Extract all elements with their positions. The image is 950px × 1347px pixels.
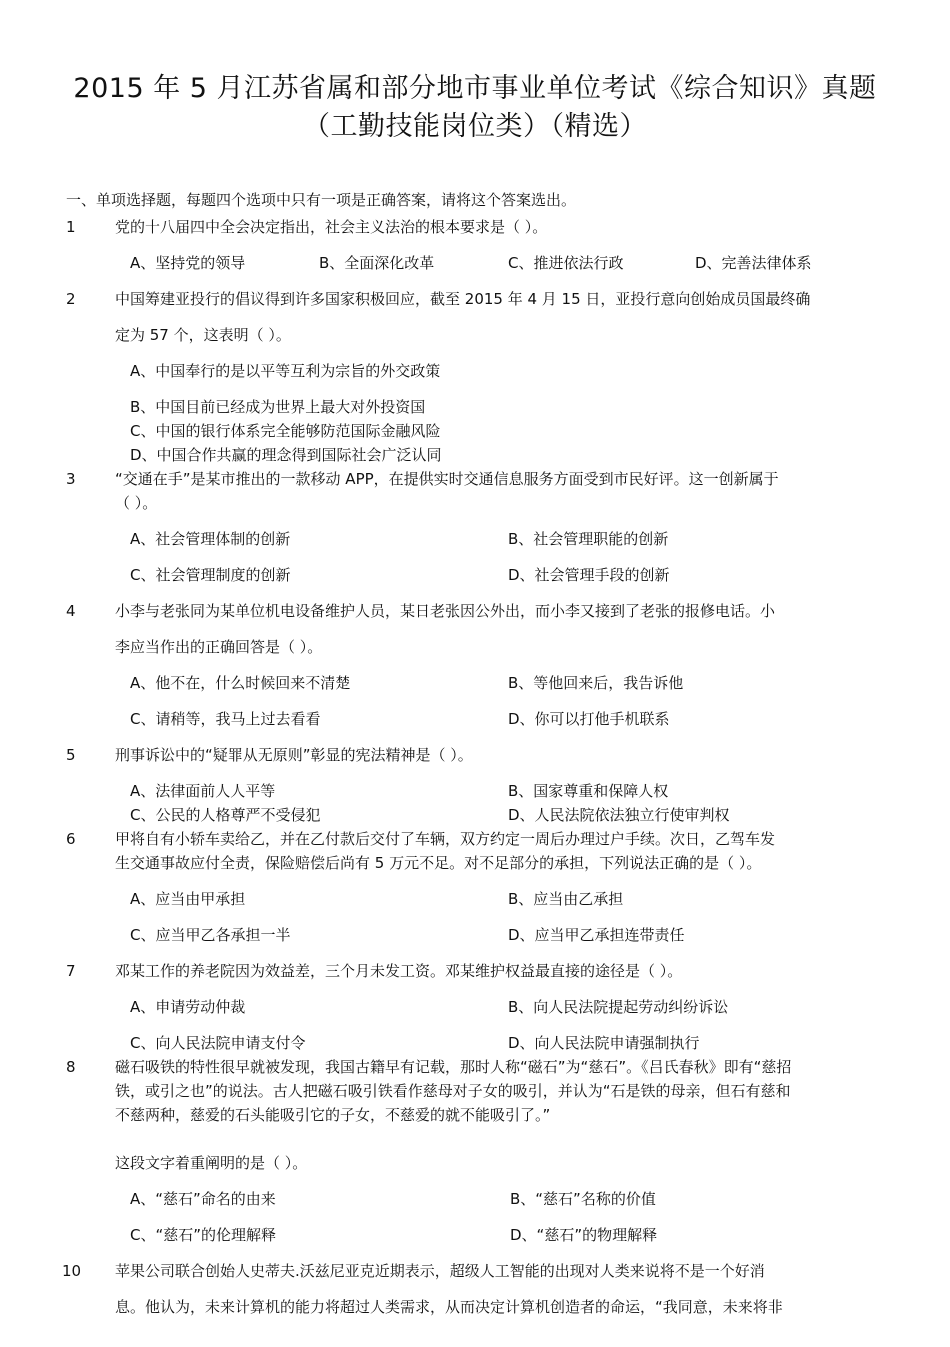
question-option: D、中国合作共赢的理念得到国际社会广泛认同 (130, 446, 442, 464)
question-stem: 中国筹建亚投行的倡议得到许多国家积极回应，截至 2015 年 4 月 15 日，亚投行意向创始成员国最终确 (115, 290, 811, 308)
question-option: C、社会管理制度的创新 (130, 566, 291, 584)
question-number: 6 (66, 830, 76, 848)
question-option: D、社会管理手段的创新 (508, 566, 670, 584)
question-stem: 定为 57 个，这表明（ ）。 (115, 326, 291, 344)
question-option: D、你可以打他手机联系 (508, 710, 670, 728)
question-option: B、“慈石”名称的价值 (510, 1190, 656, 1208)
question-option: D、“慈石”的物理解释 (510, 1226, 658, 1244)
question-option: D、应当甲乙承担连带责任 (508, 926, 685, 944)
question-number: 8 (66, 1058, 76, 1076)
question-option: C、公民的人格尊严不受侵犯 (130, 806, 321, 824)
question-stem: 这段文字着重阐明的是（ ）。 (115, 1154, 308, 1172)
question-stem: 苹果公司联合创始人史蒂夫.沃兹尼亚克近期表示，超级人工智能的出现对人类来说将不是一个好消 (115, 1262, 765, 1280)
question-option: B、全面深化改革 (319, 254, 435, 272)
question-option: B、社会管理职能的创新 (508, 530, 669, 548)
question-option: C、“慈石”的伦理解释 (130, 1226, 277, 1244)
question-stem: “交通在手”是某市推出的一款移动 APP，在提供实时交通信息服务方面受到市民好评。这一创新属于 (115, 470, 779, 488)
question-number: 7 (66, 962, 76, 980)
question-option: A、中国奉行的是以平等互利为宗旨的外交政策 (130, 362, 441, 380)
question-option: A、他不在，什么时候回来不清楚 (130, 674, 351, 692)
question-option: B、向人民法院提起劳动纠纷诉讼 (508, 998, 729, 1016)
question-option: B、应当由乙承担 (508, 890, 624, 908)
question-number: 1 (66, 218, 76, 236)
question-option: D、完善法律体系 (695, 254, 812, 272)
question-option: A、坚持党的领导 (130, 254, 246, 272)
question-option: B、中国目前已经成为世界上最大对外投资国 (130, 398, 426, 416)
question-option: C、中国的银行体系完全能够防范国际金融风险 (130, 422, 441, 440)
question-option: A、应当由甲承担 (130, 890, 246, 908)
question-number: 10 (62, 1262, 82, 1280)
question-option: C、推进依法行政 (508, 254, 624, 272)
question-stem: 党的十八届四中全会决定指出，社会主义法治的根本要求是（ ）。 (115, 218, 548, 236)
question-stem: 磁石吸铁的特性很早就被发现，我国古籍早有记载，那时人称“磁石”为“慈石”。《吕氏春秋》即有“慈招 (115, 1058, 792, 1076)
question-option: D、人民法院依法独立行使审判权 (508, 806, 730, 824)
question-number: 2 (66, 290, 76, 308)
question-option: A、申请劳动仲裁 (130, 998, 246, 1016)
question-option: C、应当甲乙各承担一半 (130, 926, 291, 944)
question-option: B、等他回来后，我告诉他 (508, 674, 684, 692)
question-option: B、国家尊重和保障人权 (508, 782, 669, 800)
question-stem: 息。他认为，未来计算机的能力将超过人类需求，从而决定计算机创造者的命运，“我同意，未来将非 (115, 1298, 783, 1316)
question-option: A、社会管理体制的创新 (130, 530, 291, 548)
question-stem: （ ）。 (115, 494, 158, 512)
question-option: C、请稍等，我马上过去看看 (130, 710, 321, 728)
question-number: 5 (66, 746, 76, 764)
question-option: A、“慈石”命名的由来 (130, 1190, 276, 1208)
question-option: C、向人民法院申请支付令 (130, 1034, 306, 1052)
question-number: 3 (66, 470, 76, 488)
question-stem: 刑事诉讼中的“疑罪从无原则”彰显的宪法精神是（ ）。 (115, 746, 473, 764)
document-title-line2: （工勤技能岗位类）（精选） (303, 111, 647, 142)
question-stem: 甲将自有小轿车卖给乙，并在乙付款后交付了车辆，双方约定一周后办理过户手续。次日，乙驾车发 (115, 830, 776, 848)
question-stem: 李应当作出的正确回答是（ ）。 (115, 638, 323, 656)
question-option: A、法律面前人人平等 (130, 782, 276, 800)
question-stem: 生交通事故应付全责，保险赔偿后尚有 5 万元不足。对不足部分的承担，下列说法正确的是（ ）。 (115, 854, 762, 872)
question-number: 4 (66, 602, 76, 620)
question-stem: 邓某工作的养老院因为效益差，三个月未发工资。邓某维护权益最直接的途径是（ ）。 (115, 962, 683, 980)
section-heading: 一、单项选择题，每题四个选项中只有一项是正确答案，请将这个答案选出。 (66, 191, 577, 209)
question-stem: 铁，或引之也”的说法。古人把磁石吸引铁看作慈母对子女的吸引，并认为“石是铁的母亲，但石有慈和 (115, 1082, 791, 1100)
question-option: D、向人民法院申请强制执行 (508, 1034, 700, 1052)
question-stem: 不慈两种，慈爱的石头能吸引它的子女，不慈爱的就不能吸引了。” (115, 1106, 551, 1124)
question-stem: 小李与老张同为某单位机电设备维护人员，某日老张因公外出，而小李又接到了老张的报修电话。小 (115, 602, 776, 620)
document-title-line1: 2015 年 5 月江苏省属和部分地市事业单位考试《综合知识》真题 (73, 73, 877, 104)
